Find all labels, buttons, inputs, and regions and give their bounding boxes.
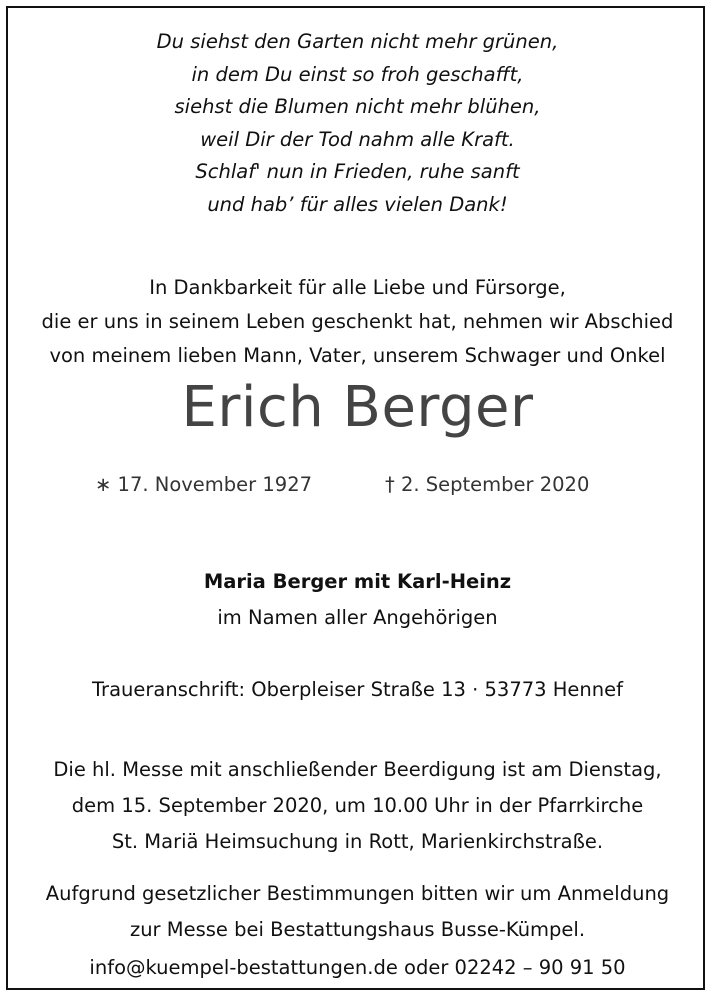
registration-notice [0, 876, 715, 948]
mourner-note: im Namen aller Angehörigen [217, 606, 498, 629]
mass-line: St. Mariä Heimsuchung in Rott, Marienkirchstraße. [111, 830, 604, 853]
contact-info: info@kuempel-bestattungen.de oder 02242 – 90 91 50 [89, 956, 626, 979]
poem-line: Du siehst den Garten nicht mehr grünen, [156, 30, 559, 53]
death-date: † 2. September 2020 [385, 473, 590, 496]
poem-line: siehst die Blumen nicht mehr blühen, [174, 95, 541, 118]
birth-date: ∗ 17. November 1927 [95, 473, 313, 496]
notice-line: Aufgrund gesetzlicher Bestimmungen bitten wir um Anmeldung [45, 882, 670, 905]
intro-line: von meinem lieben Mann, Vater, unserem Schwager und Onkel [49, 344, 666, 367]
poem-line: und hab’ für alles vielen Dank! [207, 192, 508, 216]
memorial-poem [0, 26, 715, 221]
life-dates [0, 468, 715, 502]
poem-line: Schlaf' nun in Frieden, ruhe sanft [195, 160, 520, 183]
mourners [0, 564, 715, 636]
mass-line: Die hl. Messe mit anschließender Beerdigung ist am Dienstag, [53, 758, 662, 781]
mass-line: dem 15. September 2020, um 10.00 Uhr in der Pfarrkirche [71, 794, 644, 817]
poem-line: weil Dir der Tod nahm alle Kraft. [200, 127, 515, 151]
intro-text [0, 271, 715, 373]
intro-line: die er uns in seinem Leben geschenkt hat, nehmen wir Abschied [41, 310, 674, 333]
mourner-names: Maria Berger mit Karl-Heinz [203, 570, 512, 593]
poem-line: in dem Du einst so froh geschafft, [191, 62, 524, 86]
notice-line: zur Messe bei Bestattungshaus Busse-Kümpel. [129, 918, 586, 941]
mourning-address: Traueranschrift: Oberpleiser Straße 13 · 53773 Hennef [92, 678, 623, 701]
mass-info [0, 752, 715, 860]
intro-line: In Dankbarkeit für alle Liebe und Fürsorge, [149, 276, 566, 299]
deceased-name: Erich Berger [181, 375, 534, 440]
